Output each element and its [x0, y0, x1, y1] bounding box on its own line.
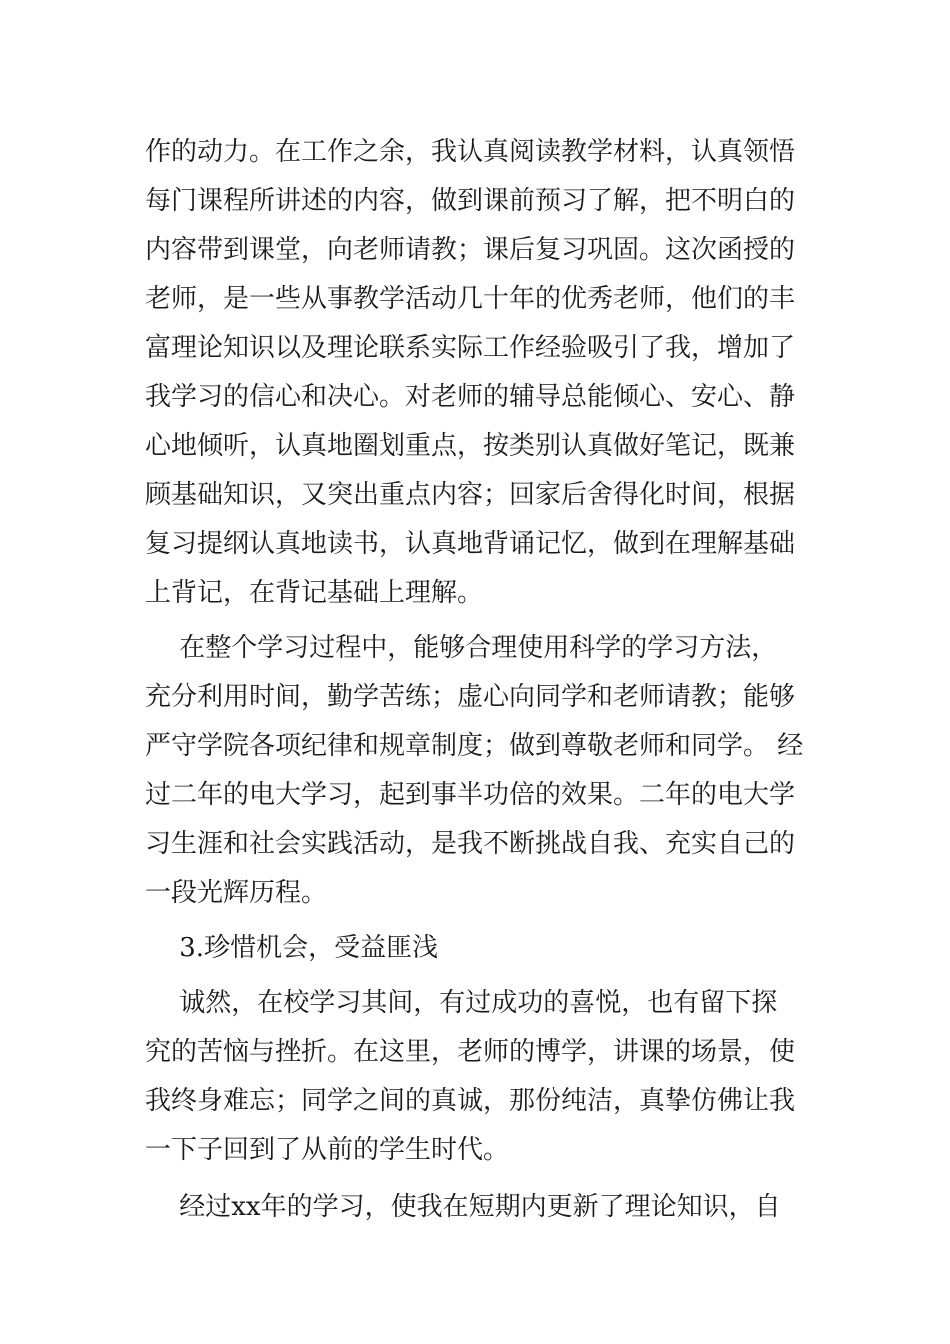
text-line: 内容带到课堂，向老师请教；课后复习巩固。这次函授的 [145, 235, 796, 265]
text-line: 老师，是一些从事教学活动几十年的优秀老师，他们的丰 [145, 284, 796, 314]
text-line: 我终身难忘；同学之间的真诚，那份纯洁，真挚仿佛让我 [145, 1086, 796, 1116]
text-line: 一下子回到了从前的学生时代。 [145, 1135, 510, 1165]
text-line: 严守学院各项纪律和规章制度；做到尊敬老师和同学。 经 [145, 731, 804, 761]
text-line: 上背记，在背记基础上理解。 [145, 578, 484, 608]
text-line: 我学习的信心和决心。对老师的辅导总能倾心、安心、静 [145, 382, 796, 412]
body-text [145, 128, 817, 1232]
text-line: 究的苦恼与挫折。在这里，老师的博学，讲课的场景，使 [145, 1037, 796, 1067]
text-line: 复习提纲认真地读书，认真地背诵记忆，做到在理解基础 [145, 529, 796, 559]
text-line: 作的动力。在工作之余，我认真阅读教学材料，认真领悟 [145, 137, 796, 167]
text-line: 充分利用时间，勤学苦练；虚心向同学和老师请教；能够 [145, 682, 796, 712]
text-line: 习生涯和社会实践活动，是我不断挑战自我、充实自己的 [145, 829, 796, 859]
paragraph-start-line: 在整个学习过程中，能够合理使用科学的学习方法， [145, 633, 778, 663]
paragraph-start-line: 经过xx年的学习，使我在短期内更新了理论知识，自 [145, 1192, 781, 1222]
paragraph-start-line: 诚然，在校学习其间，有过成功的喜悦，也有留下探 [145, 988, 778, 1018]
text-line: 富理论知识以及理论联系实际工作经验吸引了我，增加了 [145, 333, 796, 363]
section-heading: 3.珍惜机会，受益匪浅 [145, 933, 439, 963]
text-line: 每门课程所讲述的内容，做到课前预习了解，把不明白的 [145, 186, 796, 216]
text-line: 心地倾听，认真地圈划重点，按类别认真做好笔记，既兼 [145, 431, 796, 461]
text-line: 过二年的电大学习，起到事半功倍的效果。二年的电大学 [145, 780, 796, 810]
text-line: 顾基础知识，又突出重点内容；回家后舍得化时间，根据 [145, 480, 796, 510]
text-line: 一段光辉历程。 [145, 878, 328, 908]
